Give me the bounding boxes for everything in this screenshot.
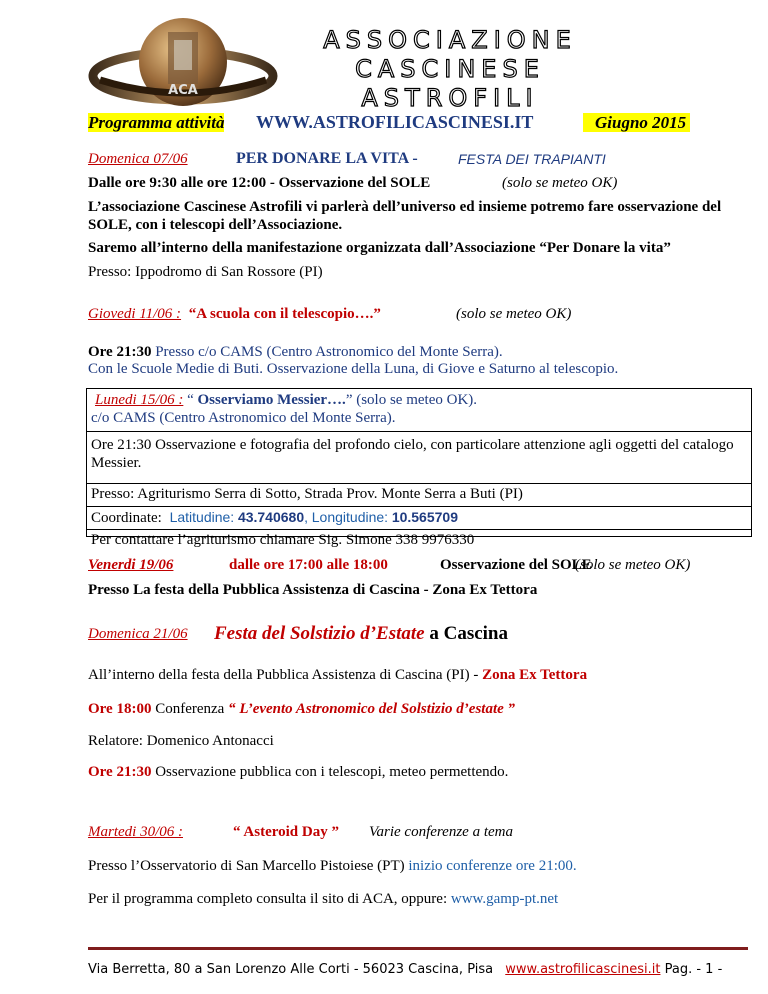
footer-rule — [88, 947, 748, 950]
event6-line1 — [88, 858, 577, 875]
event6-line2 — [88, 891, 558, 908]
event3-box — [86, 388, 752, 548]
event2-title: “A scuola con il telescopio….” — [188, 306, 381, 322]
aca-saturn-logo — [88, 14, 278, 114]
gamp-link[interactable]: www.gamp-pt.net — [450, 891, 559, 907]
event5-title: Festa del Solstizio d’Estate — [214, 623, 425, 644]
event2-location: Presso c/o CAMS (Centro Astronomico del Monte Serra). — [155, 344, 503, 360]
coord-label: Coordinate: — [91, 510, 162, 526]
conf-title: “ L’evento Astronomico del Solstizio d’estate ” — [228, 701, 516, 717]
month-wrap — [583, 113, 690, 133]
event3-title-prefix: “ — [187, 392, 194, 408]
event5-title-suffix: a Cascina — [429, 623, 509, 644]
footer — [88, 962, 758, 977]
event3-date: Lunedi 15/06 : — [95, 392, 184, 408]
event4-title: Osservazione del SOLE — [440, 557, 592, 573]
lon-label: Longitudine: — [311, 509, 389, 525]
event1-date: Domenica 07/06 — [88, 151, 188, 167]
event5-speaker: Relatore: Domenico Antonacci — [88, 733, 274, 749]
event4-date: Venerdi 19/06 — [88, 557, 174, 573]
event1-description: L’associazione Cascinese Astrofili vi parlerà dell’universo ed insieme potremo fare osservazione del SOLE, con i telescopi dell’Associazione. — [88, 199, 722, 233]
event6-date: Martedi 30/06 : — [88, 824, 183, 840]
event5-date: Domenica 21/06 — [88, 626, 188, 642]
event2-heading — [88, 306, 381, 323]
event1-note: (solo se meteo OK) — [502, 175, 618, 191]
website-heading: WWW.ASTROFILICASCINESI.IT — [256, 112, 534, 132]
obs-time: Ore 21:30 — [88, 764, 152, 780]
event3-header — [87, 389, 751, 431]
event5-title-wrap — [214, 623, 508, 645]
event2-date: Giovedi 11/06 : — [88, 306, 182, 322]
event6-note: Varie conferenze a tema — [369, 824, 513, 840]
footer-website-link[interactable]: www.astrofilicascinesi.it — [505, 962, 661, 977]
org-name-line3: ASTROFILI — [361, 84, 539, 112]
event3-title-suffix: ” (solo se meteo OK). — [345, 392, 478, 408]
lon-value: 10.565709 — [391, 509, 458, 525]
event5-line1 — [88, 667, 587, 684]
program-label-wrap — [88, 113, 224, 133]
logo-text: ACA — [168, 83, 198, 98]
event5-zone: Zona Ex Tettora — [482, 667, 588, 683]
org-name-line1: ASSOCIAZIONE — [323, 26, 577, 54]
event1-place: Presso: Ippodromo di San Rossore (PI) — [88, 264, 323, 280]
org-name — [300, 26, 600, 113]
month-label: Giugno 2015 — [583, 113, 690, 132]
event6-program-text: Per il programma completo consulta il sito di ACA, oppure: — [88, 891, 448, 907]
event3-location: c/o CAMS (Centro Astronomico del Monte Serra). — [91, 410, 396, 426]
lat-value: 43.740680 — [237, 509, 305, 525]
lat-label: Latitudine: — [169, 509, 235, 525]
event3-contact: Per contattare l’agriturismo chiamare Sig. Simone 338 9976330 — [87, 529, 751, 552]
event5-conference — [88, 701, 515, 718]
event1-subtitle: FESTA DEI TRAPIANTI — [458, 151, 606, 167]
event4-heading — [88, 557, 748, 574]
event6-start: inizio conferenze ore 21:00. — [408, 858, 577, 874]
event6-place: Presso l’Osservatorio di San Marcello Pistoiese (PT) — [88, 858, 405, 874]
event3-title: Osserviamo Messier…. — [197, 392, 346, 408]
event1-time: Dalle ore 9:30 alle ore 12:00 - Osservazione del SOLE — [88, 175, 431, 191]
org-name-line2: CASCINESE — [355, 55, 545, 83]
event2-time: Ore 21:30 — [88, 344, 152, 360]
event3-description: Ore 21:30 Osservazione e fotografia del profondo cielo, con particolare attenzione agli oggetti del catalogo Messier. — [87, 431, 751, 483]
event5-date-wrap — [88, 626, 188, 643]
conf-label: Conferenza — [155, 701, 225, 717]
program-label: Programma attività — [88, 113, 225, 132]
event4-time: dalle ore 17:00 alle 18:00 — [229, 557, 388, 573]
event3-place: Presso: Agriturismo Serra di Sotto, Strada Prov. Monte Serra a Buti (PI) — [87, 483, 751, 506]
event1-context: Saremo all’interno della manifestazione organizzata dall’Associazione “Per Donare la vita” — [88, 240, 671, 256]
event2-line1 — [88, 344, 503, 361]
event4-note: (solo se meteo OK) — [575, 557, 691, 573]
event5-observation — [88, 764, 508, 781]
obs-text: Osservazione pubblica con i telescopi, meteo permettendo. — [155, 764, 509, 780]
event2-note: (solo se meteo OK) — [456, 306, 572, 322]
event6-title: “ Asteroid Day ” — [233, 824, 339, 840]
footer-address: Via Berretta, 80 a San Lorenzo Alle Corti - 56023 Cascina, Pisa — [88, 962, 494, 977]
event4-place: Presso La festa della Pubblica Assistenza di Cascina - Zona Ex Tettora — [88, 582, 538, 598]
event5-line1-text: All’interno della festa della Pubblica Assistenza di Cascina (PI) - — [88, 667, 479, 683]
event2-line2: Con le Scuole Medie di Buti. Osservazione della Luna, di Giove e Saturno al telescopio. — [88, 361, 619, 377]
conf-time: Ore 18:00 — [88, 701, 152, 717]
footer-page: Pag. - 1 - — [664, 962, 723, 977]
event1-title: PER DONARE LA VITA - — [236, 150, 418, 167]
event3-coordinates: Coordinate: Latitudine: 43.740680, Longitudine: 10.565709 — [87, 506, 751, 529]
